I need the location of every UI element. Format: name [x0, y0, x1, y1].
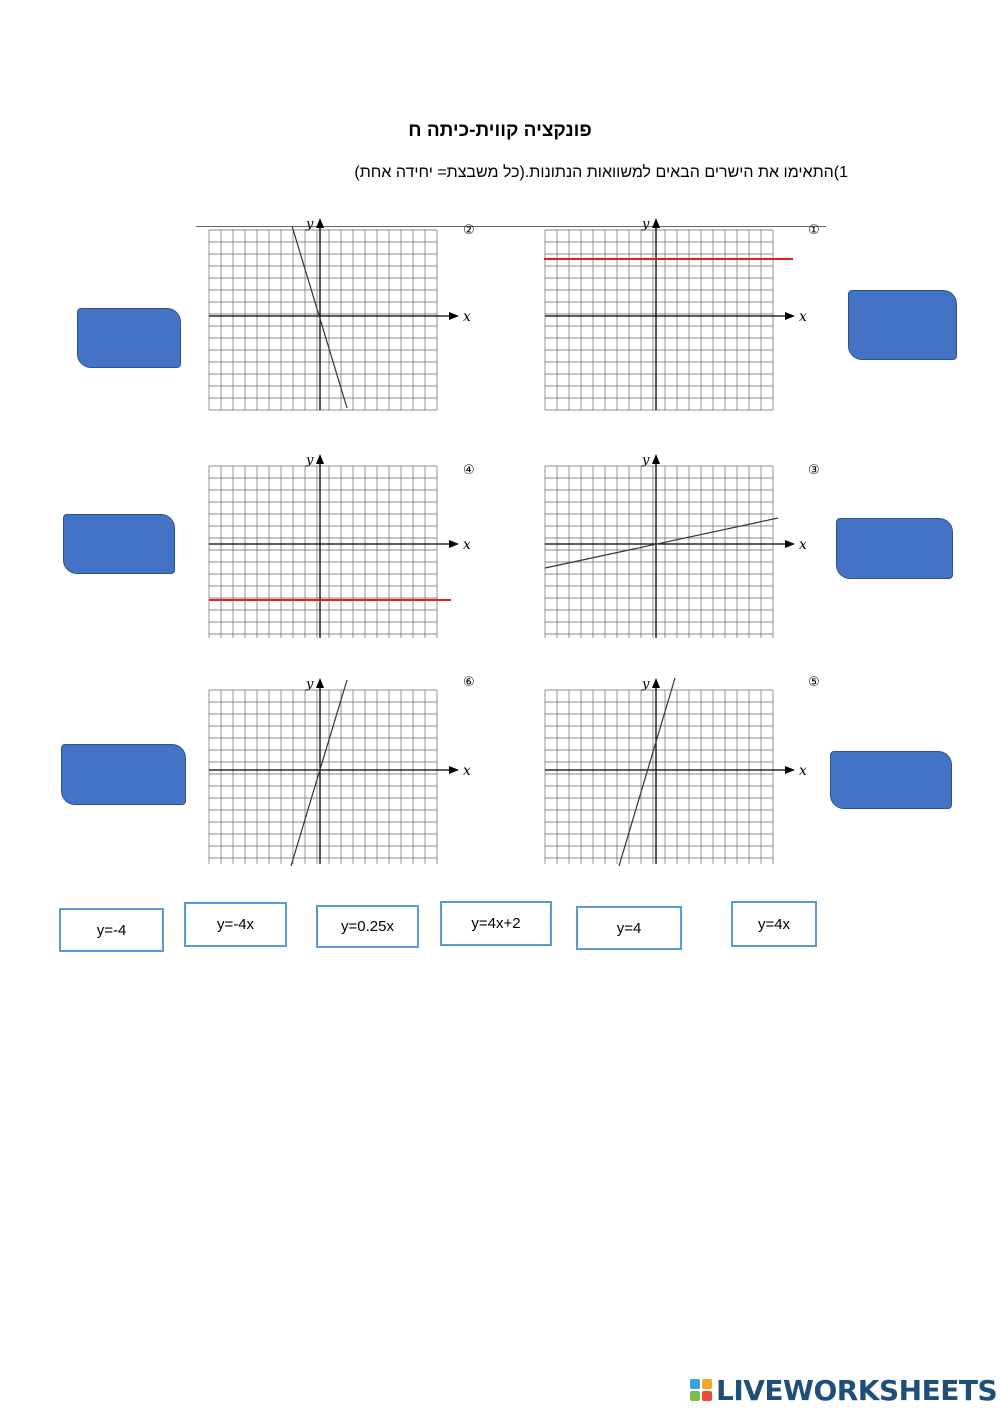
graph-number: ⑤ — [808, 675, 820, 690]
answer-box-graph-6[interactable] — [61, 744, 186, 805]
graph-1 — [532, 217, 832, 416]
worksheet-title: פונקציה קווית-כיתה ח — [408, 120, 592, 141]
graph-number: ⑥ — [463, 675, 475, 690]
answer-box-graph-2[interactable] — [77, 308, 181, 368]
x-axis-label: x — [799, 537, 807, 553]
y-axis-label: y — [642, 677, 650, 692]
x-axis-label: x — [799, 763, 807, 779]
y-axis-label: y — [306, 217, 314, 232]
equation-card[interactable]: y=4x — [731, 901, 817, 947]
y-axis-label: y — [306, 677, 314, 692]
equation-card[interactable]: y=4 — [576, 906, 682, 950]
answer-box-graph-4[interactable] — [63, 514, 175, 574]
graph-line — [291, 680, 347, 866]
liveworksheets-logo[interactable] — [690, 1373, 997, 1407]
equation-card[interactable]: y=4x+2 — [440, 901, 552, 946]
x-axis-label: x — [463, 537, 471, 553]
graph-line — [545, 518, 778, 568]
graph-2 — [195, 217, 485, 416]
graph-number: ③ — [808, 463, 820, 478]
graph-number: ② — [463, 223, 475, 238]
graph-number: ① — [808, 223, 820, 238]
answer-box-graph-5[interactable] — [830, 751, 952, 809]
graph-number: ④ — [463, 463, 475, 478]
y-axis-label: y — [306, 453, 314, 468]
equation-card[interactable]: y=0.25x — [316, 905, 419, 948]
equation-card[interactable]: y=-4 — [59, 908, 164, 952]
graph-6 — [195, 676, 485, 868]
x-axis-label: x — [463, 763, 471, 779]
answer-box-graph-3[interactable] — [836, 518, 953, 579]
answer-box-graph-1[interactable] — [848, 290, 957, 360]
graph-3 — [532, 452, 832, 642]
graph-4 — [195, 452, 485, 642]
graph-line — [619, 678, 675, 866]
y-axis-label: y — [642, 217, 650, 232]
x-axis-label: x — [463, 309, 471, 325]
liveworksheets-logo-icon — [690, 1379, 712, 1401]
y-axis-label: y — [642, 453, 650, 468]
equation-card[interactable]: y=-4x — [184, 902, 287, 947]
instruction-text: 1)התאימו את הישרים הבאים למשוואות הנתונות.(כל משבצת= יחידה אחת) — [354, 164, 848, 181]
logo-text: LIVEWORKSHEETS — [716, 1373, 998, 1407]
x-axis-label: x — [799, 309, 807, 325]
graph-5 — [532, 676, 832, 868]
